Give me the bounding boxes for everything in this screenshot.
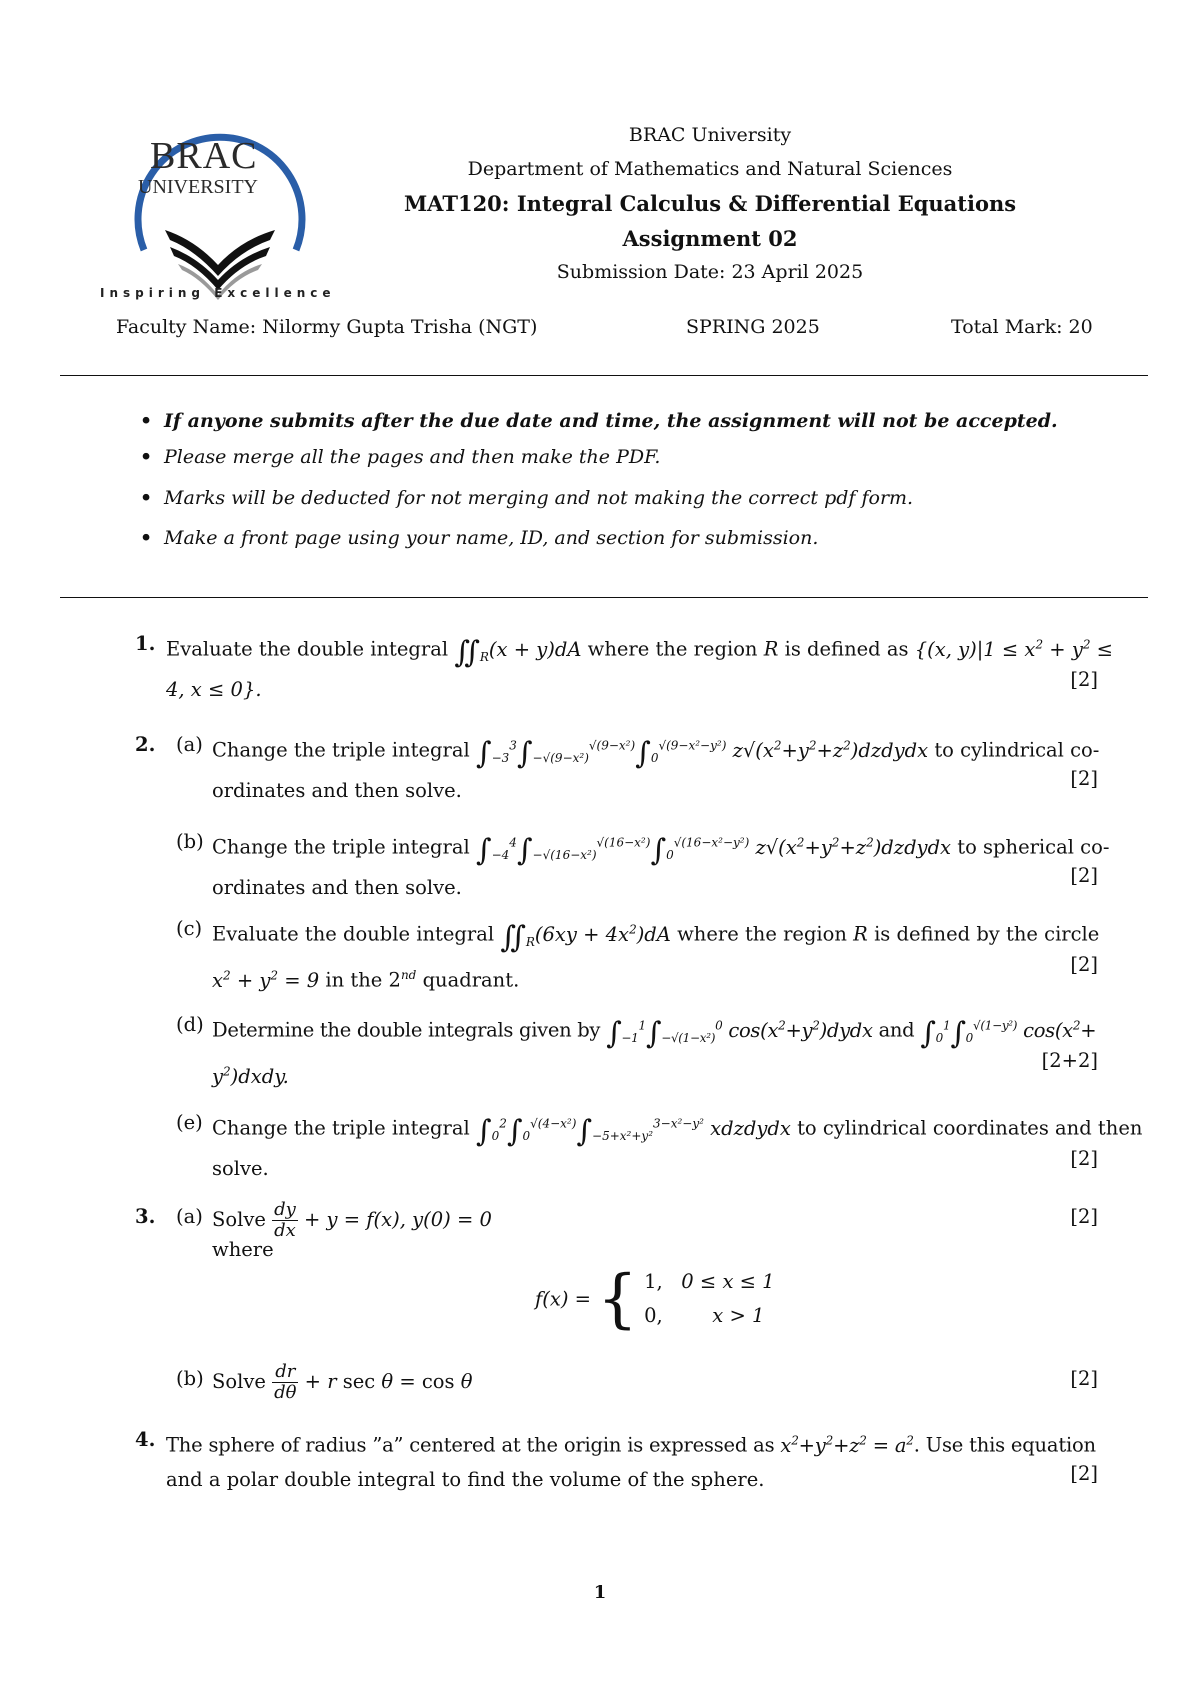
header-divider — [60, 375, 1148, 376]
q2b-mark: [2] — [1070, 864, 1098, 887]
university-logo — [100, 100, 336, 310]
q2c-integral: $∬_R(6xy + 4x^2)dA$ — [500, 919, 671, 955]
q2d-integral-2: $\int_0^1\int_0^{√(1-y^2)}$ $\cos(x^2+$ — [920, 1015, 1097, 1051]
instructions-divider — [60, 597, 1148, 598]
instruction-item: • If anyone submits after the due date and time, the assignment will not be accepted. — [140, 410, 1058, 432]
q1-integral: $∬_R(x + y)dA$ — [454, 634, 582, 670]
question-1: 1. Evaluate the double integral $∬_R(x + y)dA$ where the region R is defined as {(x, $y)|1 \le x^2 + y^2$ ≤ 4, x ≤ 0}. [2] — [135, 632, 1114, 702]
question-3b: (b) Solve $\frac{dr}{d\theta}$ + r sec θ = cos θ [2] — [176, 1361, 1098, 1403]
logo-brac-text: BRAC — [150, 135, 258, 177]
instruction-item: • Make a front page using your name, ID, and section for submission. — [140, 527, 819, 549]
logo-tagline: Inspiring Excellence — [100, 286, 336, 300]
question-2c: (c) Evaluate the double integral $∬_R(6xy + 4x^2)dA$ where the region R is defined by the circle $x^2 + y^2 = 9$ in the 2nd quadrant. [2] — [176, 917, 1100, 992]
total-mark: Total Mark: 20 — [951, 316, 1093, 338]
instruction-item: • Please merge all the pages and then make the PDF. — [140, 446, 661, 468]
course-title: MAT120: Integral Calculus & Differential Equations — [403, 191, 1017, 216]
q2d-mark: [2+2] — [1041, 1049, 1098, 1072]
assignment-title: Assignment 02 — [622, 226, 798, 251]
q3a-mark: [2] — [1070, 1205, 1098, 1228]
question-2d: (d) Determine the double integrals given by $\int_{-1}^1\int_{-√(1-x^2)}^0$ $\cos(x^2+y^2)dydx$ and $\int_0^1\int_0^{√(1-y^2)}$ $\cos(x^2+$ $y^2)dxdy$. [2+2] — [176, 1013, 1098, 1088]
q2c-mark: [2] — [1070, 953, 1098, 976]
q2a-integral: $\int_{-3}^3\int_{-√(9-x^2)}^{√(9-x^2)}\int_0^{√(9-x^2-y^2)}$ $z√(x^2+y^2+z^2)dzdydx$ — [475, 735, 929, 771]
q2d-integral-1: $\int_{-1}^1\int_{-√(1-x^2)}^0$ $\cos(x^2+y^2)dydx$ — [606, 1015, 873, 1051]
q3b-mark: [2] — [1070, 1367, 1098, 1390]
department-name: Department of Mathematics and Natural Sciences — [467, 158, 953, 180]
q2e-mark: [2] — [1070, 1147, 1098, 1170]
logo-university-text: UNIVERSITY — [138, 176, 258, 198]
q2a-mark: [2] — [1070, 767, 1098, 790]
question-2a: 2. (a) Change the triple integral $\int_{-3}^3\int_{-√(9-x^2)}^{√(9-x^2)}\int_0^{√(9-x^2-y^2)}$ $z√(x^2+y^2+z^2)dzdydx$ to cylindrical co- ordinates and then solve. [2] — [135, 733, 1100, 803]
piecewise-function: f(x) = { 1, 0 ≤ x ≤ 1 0, x > 1 — [535, 1262, 775, 1336]
q4-mark: [2] — [1070, 1462, 1098, 1485]
q2b-integral: $\int_{-4}^4\int_{-√(16-x^2)}^{√(16-x^2)}\int_0^{√(16-x^2-y^2)}$ $z√(x^2+y^2+z^2)dzdydx$ — [475, 832, 952, 868]
instruction-item: • Marks will be deducted for not merging and not making the correct pdf form. — [140, 487, 914, 509]
page-number: 1 — [593, 1582, 607, 1603]
semester: SPRING 2025 — [686, 316, 820, 338]
question-4: 4. The sphere of radius ”a” centered at the origin is expressed as $x^2+y^2+z^2 = a^2$. Use this equation and a polar double integral to find the volume of the sphere. [2] — [135, 1428, 1098, 1491]
question-2e: (e) Change the triple integral $\int_0^2\int_0^{√(4-x^2)}\int_{-5+x^2+y^2}^{3-x^2-y^2}$ xdzdydx to cylindrical coordinates and then solve. [2] — [176, 1111, 1143, 1181]
q1-mark: [2] — [1070, 668, 1098, 691]
faculty-name: Faculty Name: Nilormy Gupta Trisha (NGT) — [116, 316, 538, 338]
question-3a: 3. (a) Solve $\frac{dy}{dx}$ + y = f(x), y(0) = 0 where [2] — [135, 1199, 1098, 1261]
q2e-integral: $\int_0^2\int_0^{√(4-x^2)}\int_{-5+x^2+y^2}^{3-x^2-y^2}$ xdzdydx — [475, 1113, 791, 1149]
question-2b: (b) Change the triple integral $\int_{-4}^4\int_{-√(16-x^2)}^{√(16-x^2)}\int_0^{√(16-x^2-y^2)}$ $z√(x^2+y^2+z^2)dzdydx$ to spherical co- ordinates and then solve. [2] — [176, 830, 1110, 900]
university-name: BRAC University — [628, 124, 792, 146]
submission-date: Submission Date: 23 April 2025 — [556, 261, 864, 283]
